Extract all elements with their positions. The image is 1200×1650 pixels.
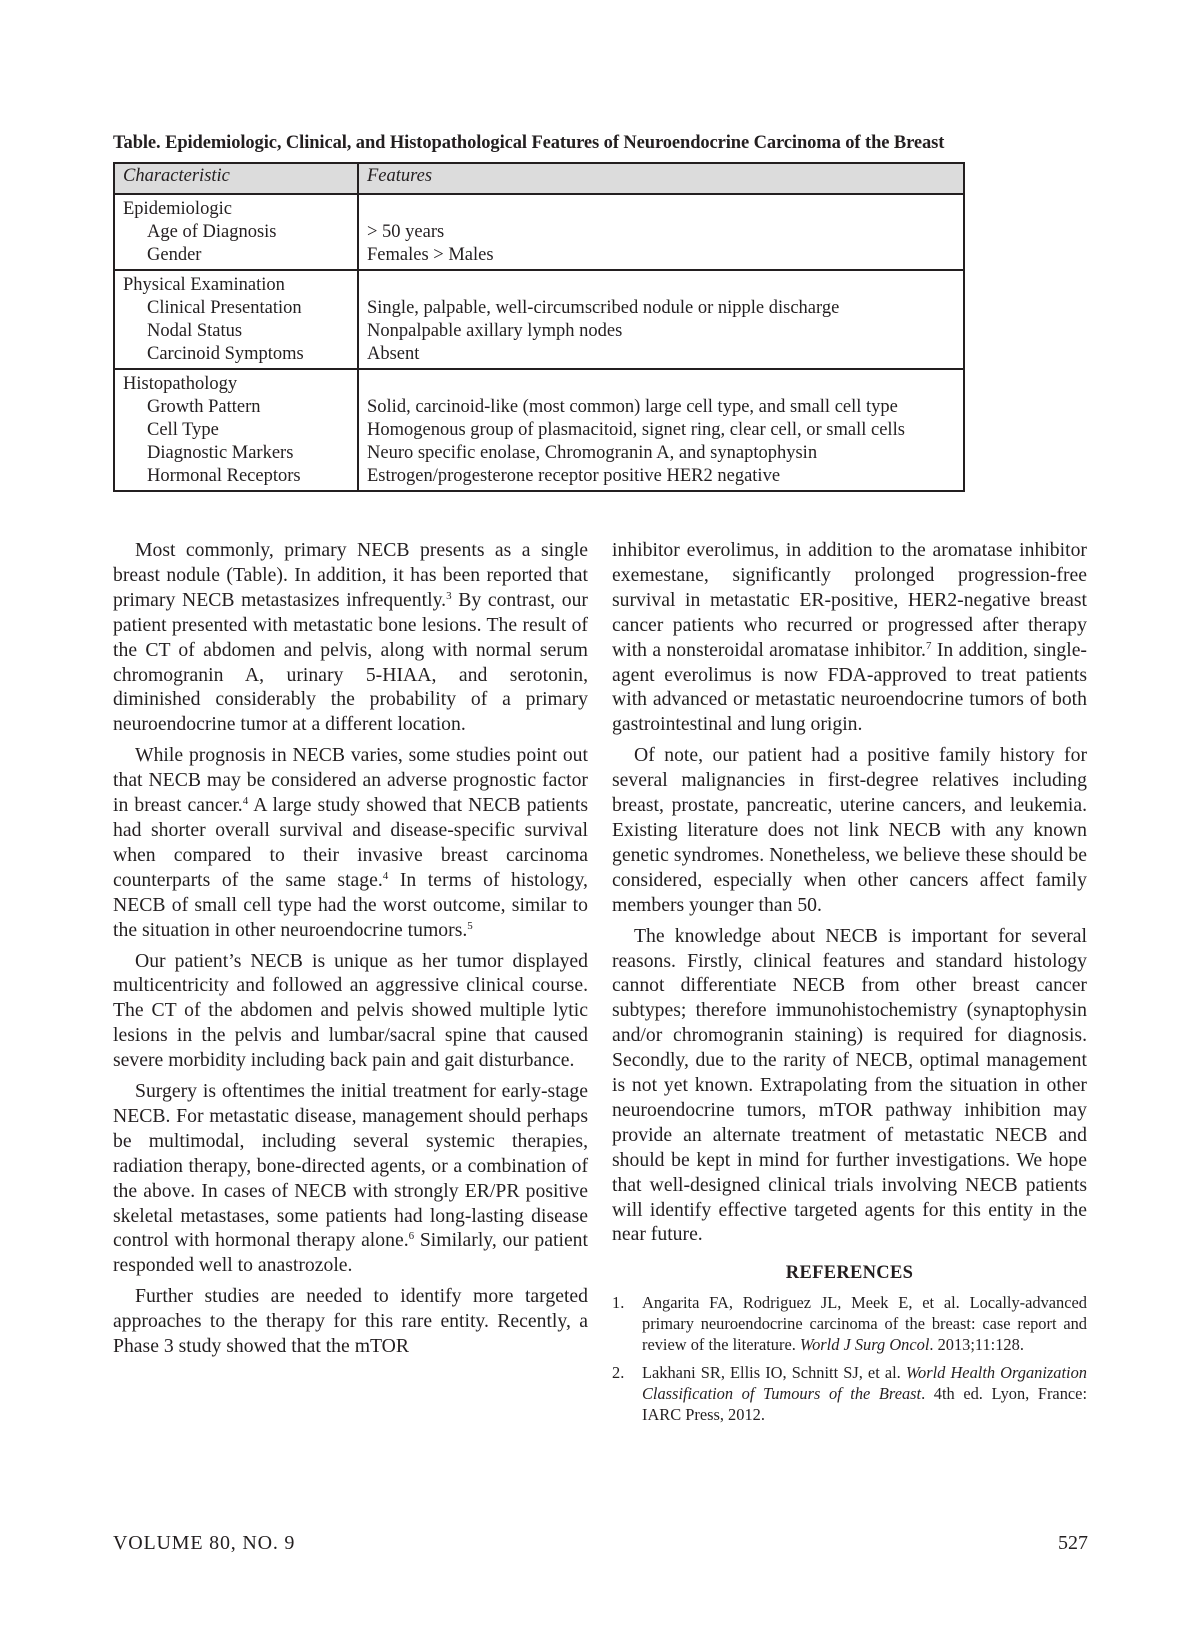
body-paragraph: The knowledge about NECB is important for several reasons. Firstly, clinical features and standard histology cannot differentiate NECB from other breast cancer subtypes; therefore immunohistochemistry (synaptophysin and/or chromogranin staining) is required for diagnosis. Secondly, due to the rarity of NECB, optimal management is not yet known. Extrapolating from the situation in other neuroendocrine tumors, mTOR pathway inhibition may provide an alternate treatment of metastatic NECB and should be kept in mind for further investigations. We hope that well-designed clinical trials involving NECB patients will identify effective targeted agents for this entity in the near future. bbox=[612, 924, 1087, 1246]
citation-superscript: 7 bbox=[925, 639, 932, 652]
table-row-value: Estrogen/progesterone receptor positive HER2 negative bbox=[367, 466, 781, 486]
table-row-label: Carcinoid Symptoms bbox=[147, 344, 304, 364]
table-row-label: Growth Pattern bbox=[147, 397, 261, 417]
table-row-label: Cell Type bbox=[147, 420, 219, 440]
citation-superscript: 4 bbox=[242, 795, 249, 808]
table-row-value: Absent bbox=[367, 344, 420, 364]
table-row-value: Nonpalpable axillary lymph nodes bbox=[367, 321, 623, 341]
body-paragraph: Further studies are needed to identify more targeted approaches to the therapy for this rare entity. Recently, a Phase 3 study showed that the mTOR bbox=[113, 1285, 588, 1358]
page-number: 527 bbox=[1058, 1532, 1088, 1554]
citation-superscript: 3 bbox=[446, 589, 452, 602]
reference-number: 2. bbox=[612, 1363, 625, 1383]
reference-item bbox=[612, 1362, 1087, 1425]
reference-item bbox=[612, 1292, 1087, 1355]
footer-volume: VOLUME 80, NO. 9 bbox=[113, 1532, 296, 1554]
table-cell-characteristic bbox=[114, 194, 358, 270]
reference-journal: World J Surg Oncol bbox=[799, 1335, 930, 1355]
table-cell-characteristic bbox=[114, 369, 358, 491]
body-paragraph: inhibitor everolimus, in addition to the aromatase inhibitor exemestane, significantly prolonged progression-free survival in metastatic ER-positive, HER2-negative breast cancer patients who recurred or progressed after therapy with a nonsteroidal aromatase inhibitor.$^7$ In addition, single-agent everolimus is now FDA-approved to treat patients with advanced or metastatic neuroendocrine tumors of both gastrointestinal and lung origin. bbox=[612, 539, 1087, 736]
reference-number: 1. bbox=[612, 1293, 625, 1313]
table-row-value: Females > Males bbox=[367, 245, 494, 265]
table-row-value: Neuro specific enolase, Chromogranin A, and synaptophysin bbox=[367, 443, 818, 463]
table-group-label: Physical Examination bbox=[123, 275, 285, 295]
body-paragraph: Surgery is oftentimes the initial treatment for early-stage NECB. For metastatic disease, management should perhaps be multimodal, including several systemic therapies, radiation therapy, bone-directed agents, or a combination of the above. In cases of NECB with strongly ER/PR positive skeletal metastases, some patients had long-lasting disease control with hormonal therapy alone.$^6$ Similarly, our patient responded well to anastrozole. bbox=[113, 1080, 588, 1277]
table-cell-features bbox=[358, 194, 964, 270]
reference-journal: World Health Organization Classification of Tumours of the Breast bbox=[642, 1363, 1087, 1404]
citation-superscript: 5 bbox=[467, 919, 473, 932]
table-cell-features bbox=[358, 369, 964, 491]
left-column bbox=[113, 538, 588, 1365]
body-paragraph: Of note, our patient had a positive family history for several malignancies in first-degree relatives including breast, prostate, pancreatic, uterine cancers, and leukemia. Existing literature does not link NECB with any known genetic syndromes. Nonetheless, we believe these should be considered, especially when other cancers affect family members younger than 50. bbox=[612, 744, 1087, 916]
table-group-label: Histopathology bbox=[123, 374, 238, 394]
reference-text: Lakhani SR, Ellis IO, Schnitt SJ, et al. World Health Organization Classification of Tumours of the Breast. 4th ed. Lyon, France: IARC Press, 2012. bbox=[642, 1363, 1088, 1425]
right-column bbox=[612, 538, 1087, 1432]
table-caption: Table. Epidemiologic, Clinical, and Histopathological Features of Neuroendocrine Carcinoma of the Breast bbox=[113, 133, 945, 153]
table-group-label: Epidemiologic bbox=[123, 199, 232, 219]
table-row-value: Single, palpable, well-circumscribed nodule or nipple discharge bbox=[367, 298, 840, 318]
table-row-label: Gender bbox=[147, 245, 202, 265]
table-cell-characteristic bbox=[114, 270, 358, 369]
citation-superscript: 6 bbox=[408, 1230, 415, 1243]
table-row-value: Homogenous group of plasmacitoid, signet ring, clear cell, or small cells bbox=[367, 420, 905, 440]
table-header-row bbox=[114, 163, 964, 194]
table-row-value: > 50 years bbox=[367, 222, 445, 242]
features-table bbox=[113, 162, 965, 492]
table-row-label: Hormonal Receptors bbox=[147, 466, 301, 486]
table-row-label: Age of Diagnosis bbox=[147, 222, 277, 242]
table-row-label: Clinical Presentation bbox=[147, 298, 302, 318]
table-cell-features bbox=[358, 270, 964, 369]
table-row bbox=[114, 270, 964, 369]
body-paragraph: While prognosis in NECB varies, some studies point out that NECB may be considered an adverse prognostic factor in breast cancer.$^4$ A large study showed that NECB patients had shorter overall survival and disease-specific survival when compared to their invasive breast carcinoma counterparts of the same stage.$^4$ In terms of histology, NECB of small cell type had the worst outcome, similar to the situation in other neuroendocrine tumors.$^5$ bbox=[113, 744, 589, 941]
references-heading: REFERENCES bbox=[785, 1263, 914, 1284]
body-paragraph: Most commonly, primary NECB presents as a single breast nodule (Table). In addition, it has been reported that primary NECB metastasizes infrequently.$^3$ By contrast, our patient presented with metastatic bone lesions. The result of the CT of abdomen and pelvis, along with normal serum chromogranin A, urinary 5-HIAA, and serotonin, diminished considerably the probability of a primary neuroendocrine tumor at a different location. bbox=[113, 539, 588, 736]
table-header-characteristic: Characteristic bbox=[114, 163, 358, 194]
table-row bbox=[114, 194, 964, 270]
table-row-label: Nodal Status bbox=[147, 321, 243, 341]
table-header-features: Features bbox=[358, 163, 964, 194]
table-row bbox=[114, 369, 964, 491]
citation-superscript: 4 bbox=[382, 869, 389, 882]
table-row-label: Diagnostic Markers bbox=[147, 443, 294, 463]
table-row-value: Solid, carcinoid-like (most common) large cell type, and small cell type bbox=[367, 397, 898, 417]
reference-text: Angarita FA, Rodriguez JL, Meek E, et al. Locally-advanced primary neuroendocrine carcinoma of the breast: case report and review of the literature. World J Surg Oncol. 2013;11:128. bbox=[642, 1293, 1087, 1355]
body-paragraph: Our patient’s NECB is unique as her tumor displayed multicentricity and followed an aggressive clinical course. The CT of the abdomen and pelvis showed multiple lytic lesions in the pelvis and lumbar/sacral spine that caused severe morbidity including back pain and gait disturbance. bbox=[113, 949, 588, 1072]
